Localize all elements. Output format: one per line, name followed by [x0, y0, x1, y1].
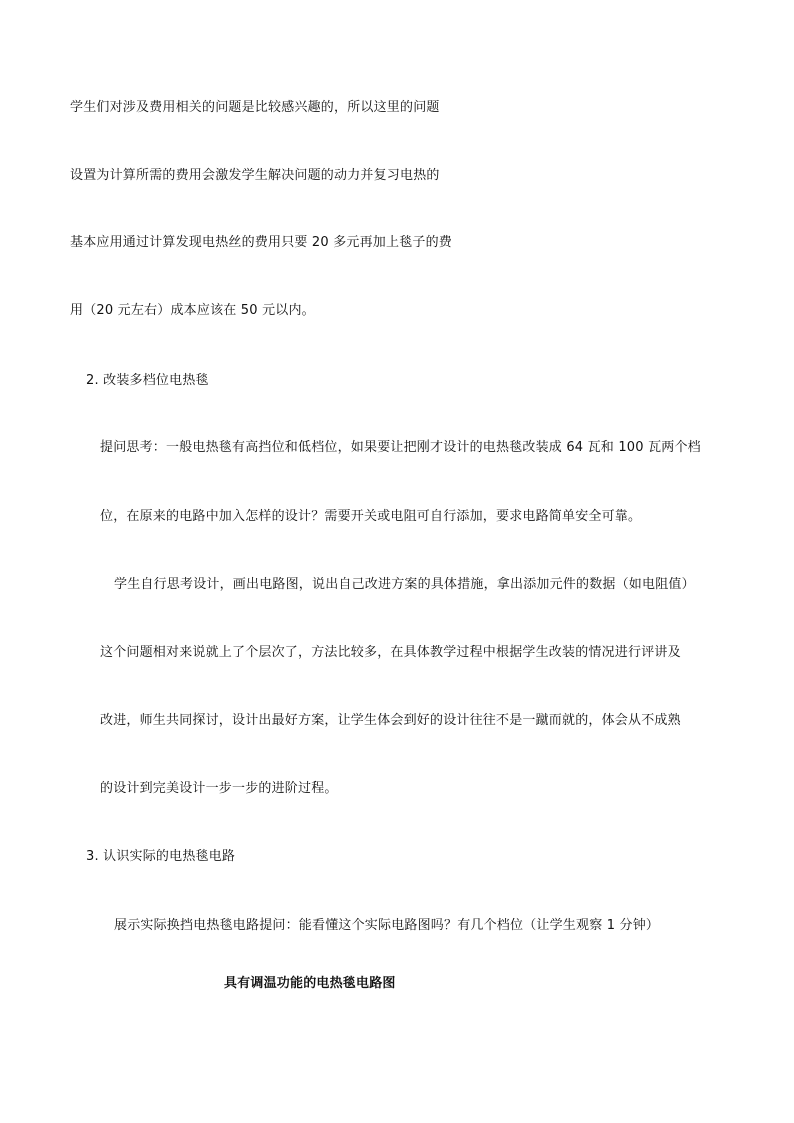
paragraph-line: 学生自行思考设计，画出电路图，说出自己改进方案的具体措施，拿出添加元件的数据（如电阻值） [114, 577, 695, 592]
paragraph-line: 的设计到完美设计一步一步的进阶过程。 [100, 781, 338, 796]
paragraph-line: 位，在原来的电路中加入怎样的设计？需要开关或电阻可自行添加，要求电路简单安全可靠。 [100, 509, 642, 524]
paragraph-line: 提问思考：一般电热毯有高挡位和低档位，如果要让把刚才设计的电热毯改装成 64 瓦和 100 瓦两个档 [100, 440, 701, 455]
section-heading: 2. 改装多档位电热毯 [86, 373, 209, 388]
paragraph-line: 设置为计算所需的费用会激发学生解决问题的动力并复习电热的 [70, 168, 440, 183]
paragraph-line: 改进，师生共同探讨，设计出最好方案，让学生体会到好的设计往往不是一蹴而就的，体会从不成熟 [100, 713, 681, 728]
paragraph-line: 这个问题相对来说就上了个层次了，方法比较多，在具体教学过程中根据学生改装的情况进行评讲及 [100, 645, 681, 660]
section-heading: 3. 认识实际的电热毯电路 [86, 849, 236, 864]
figure-caption: 具有调温功能的电热毯电路图 [224, 976, 396, 991]
paragraph-line: 用（20 元左右）成本应该在 50 元以内。 [70, 303, 315, 318]
paragraph-line: 基本应用通过计算发现电热丝的费用只要 20 多元再加上毯子的费 [70, 235, 453, 250]
paragraph-line: 学生们对涉及费用相关的问题是比较感兴趣的，所以这里的问题 [70, 100, 440, 115]
paragraph-line: 展示实际换挡电热毯电路提问：能看懂这个实际电路图吗？有几个档位（让学生观察 1 分钟） [114, 918, 660, 933]
